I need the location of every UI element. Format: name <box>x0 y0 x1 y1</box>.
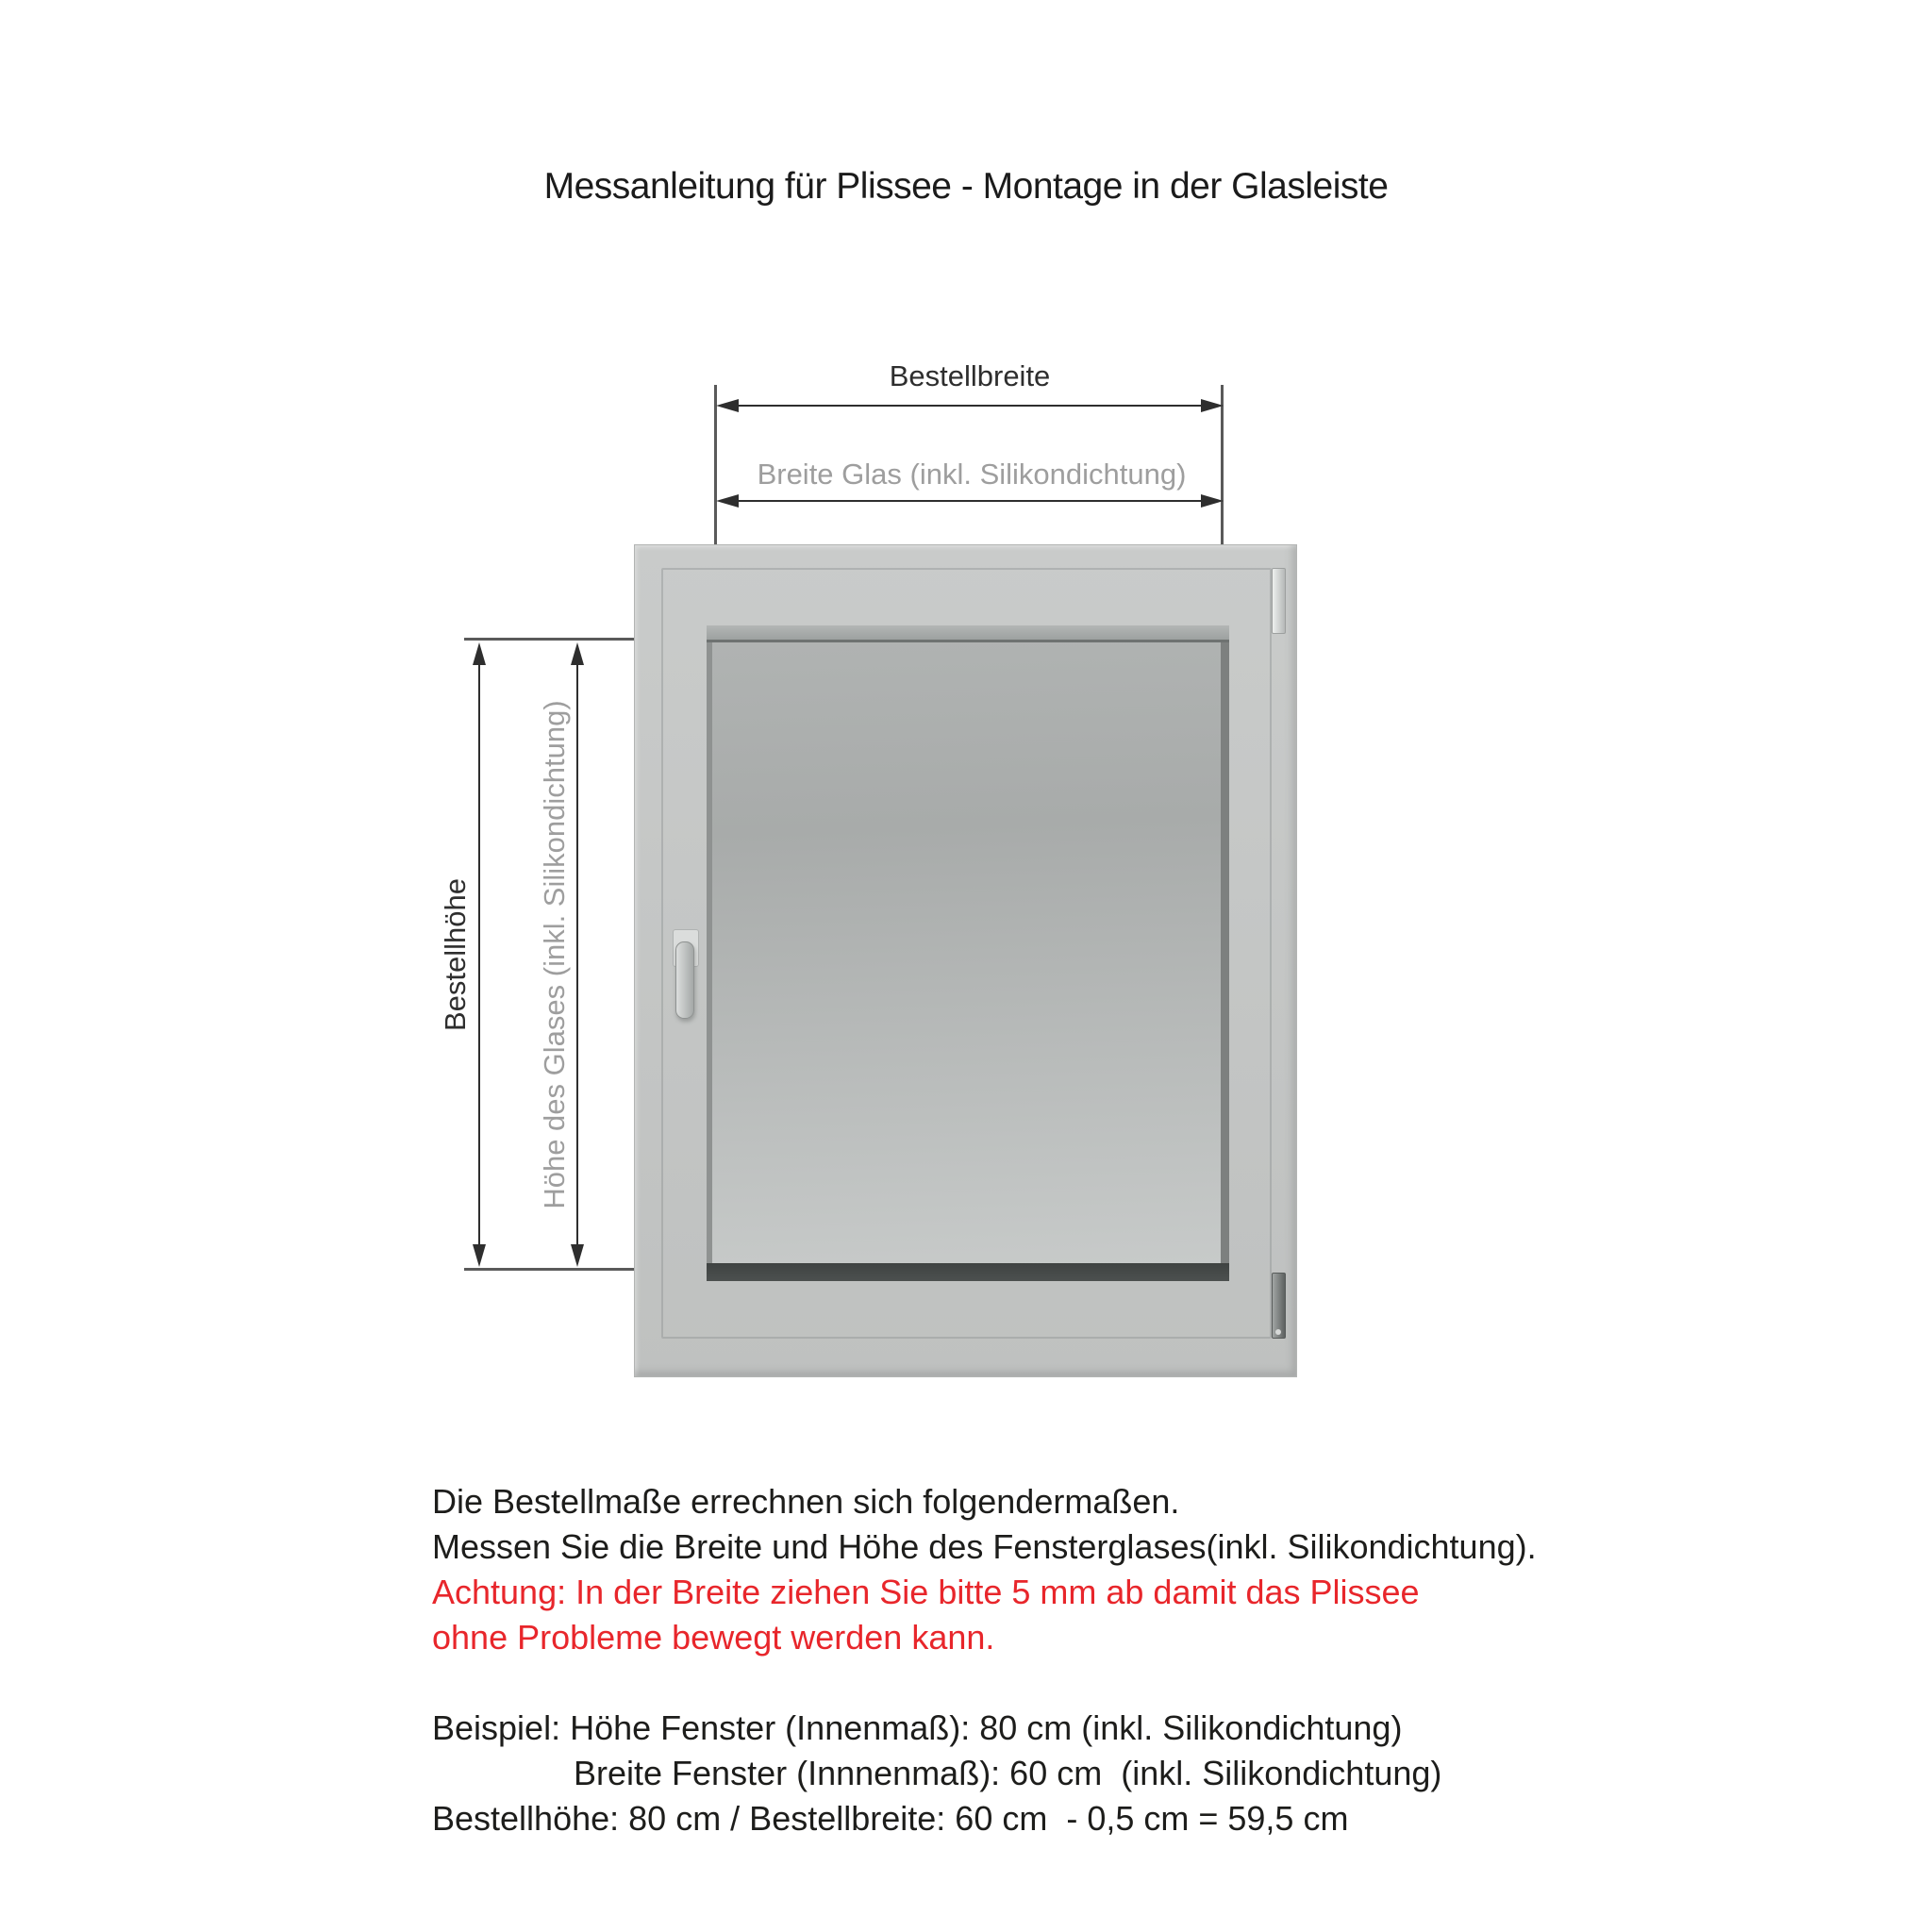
arrow-shaft <box>576 648 579 1261</box>
window-glass <box>707 625 1229 1281</box>
glass-height-arrow <box>570 642 585 1267</box>
warning-line1: Achtung: In der Breite ziehen Sie bitte 5 mm ab damit das Plissee <box>432 1573 1420 1611</box>
order-height-label: Bestellhöhe <box>439 877 472 1032</box>
text-spacer <box>432 1660 1537 1706</box>
arrow-shaft <box>722 405 1218 408</box>
order-height-arrow <box>472 642 487 1267</box>
glass-width-label: Breite Glas (inkl. Silikondichtung) <box>757 458 1187 491</box>
window-handle-lever <box>675 941 694 1019</box>
instructions-block <box>432 1479 1537 1841</box>
warning-line2: ohne Probleme bewegt werden kann. <box>432 1618 995 1657</box>
glass-bead-bottom <box>707 1263 1229 1281</box>
page-title: Messanleitung für Plissee - Montage in der Glasleiste <box>543 166 1389 207</box>
glass-height-label: Höhe des Glases (inkl. Silikondichtung) <box>538 700 571 1209</box>
glass-bead-top <box>707 625 1229 642</box>
example-line1: Beispiel: Höhe Fenster (Innenmaß): 80 cm (inkl. Silikondichtung) <box>432 1708 1403 1747</box>
arrow-shaft <box>478 648 481 1261</box>
example-line3: Bestellhöhe: 80 cm / Bestellbreite: 60 cm - 0,5 cm = 59,5 cm <box>432 1799 1349 1838</box>
instruction-intro-line2: Messen Sie die Breite und Höhe des Fensterglases(inkl. Silikondichtung). <box>432 1527 1537 1566</box>
example-line2: Breite Fenster (Innnenmaß): 60 cm (inkl. Silikondichtung) <box>574 1754 1442 1792</box>
order-width-arrow <box>716 398 1224 413</box>
window-frame <box>634 544 1297 1377</box>
glass-pane <box>707 642 1229 1263</box>
order-width-label: Bestellbreite <box>889 359 1051 392</box>
instruction-intro-line1: Die Bestellmaße errechnen sich folgendermaßen. <box>432 1482 1180 1521</box>
window-hinge-bottom <box>1272 1273 1286 1339</box>
window-hinge-top <box>1272 568 1286 634</box>
glass-width-arrow <box>716 493 1224 508</box>
arrow-shaft <box>722 500 1218 503</box>
